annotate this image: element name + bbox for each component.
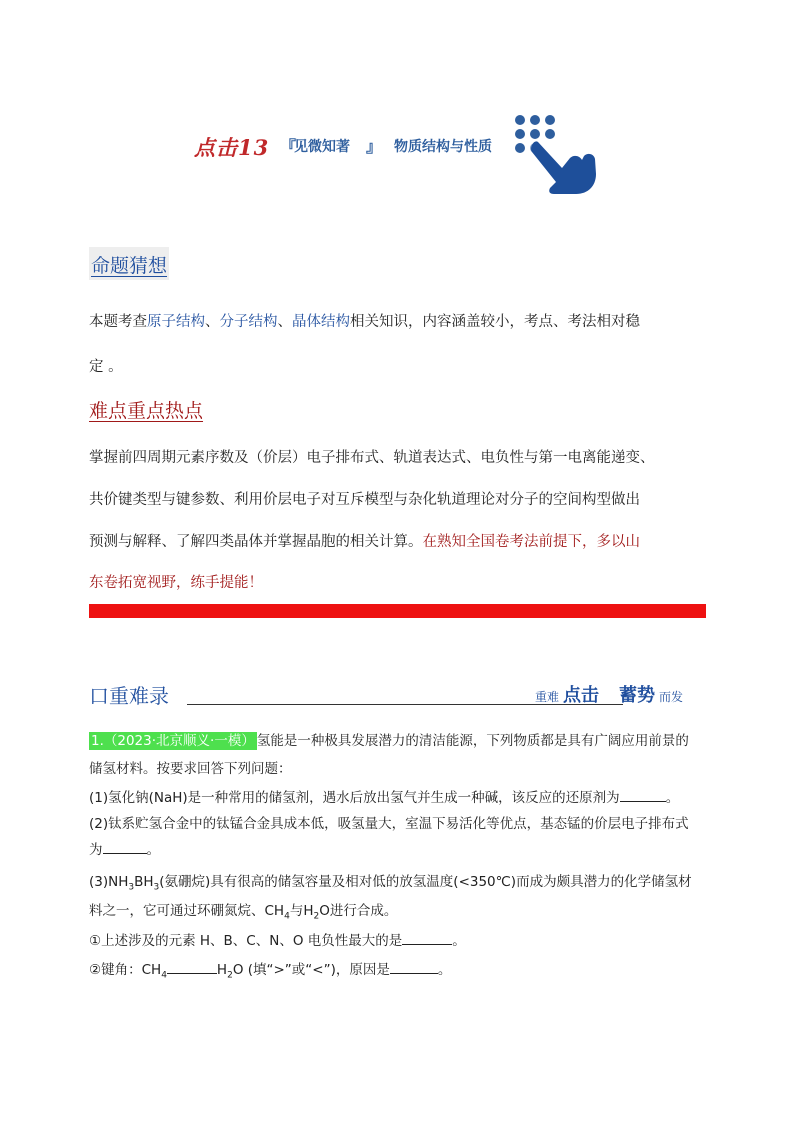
formula-part: NH [108, 874, 129, 890]
question-part-1 [89, 786, 709, 806]
section-heading-records: 口重难录 [89, 684, 169, 708]
answer-blank[interactable] [402, 931, 452, 946]
slogan-part-1: 重难 [535, 690, 560, 704]
text-span: 料之一，它可通过环硼氮烷、 [89, 903, 265, 919]
banner-bracket-close: 』 [366, 137, 383, 156]
section-heading-prediction: 命题猜想 [89, 247, 169, 280]
question-intro-line-1 [89, 729, 709, 749]
question-part-2-line-2 [89, 838, 709, 858]
prediction-paragraph [89, 312, 709, 332]
formula-subscript: 2 [227, 970, 233, 981]
text-span: 。 [665, 790, 680, 806]
text-span: 相关知识，内容涵盖较小，考点、考法相对稳 [350, 314, 640, 330]
question-part-3-line-2 [89, 899, 709, 922]
formula-part: O [319, 903, 330, 919]
banner-subject: 物质结构与性质 [394, 139, 492, 155]
question-part-2-line-1: (2)钛系贮氢合金中的钛锰合金具成本低，吸氢量大，室温下易活化等优点，基态锰的价层电子排布式 [89, 816, 689, 832]
question-part-3-line-1 [89, 870, 709, 893]
answer-blank[interactable] [167, 960, 217, 975]
banner-brand: 点击13 [194, 135, 270, 160]
text-span: 预测与解释、了解四类晶体并掌握晶胞的相关计算。 [89, 534, 423, 550]
text-span: (3) [89, 874, 109, 890]
formula-part: H [303, 903, 314, 919]
text-span: 本题考查 [89, 314, 147, 330]
question-intro-line-2: 储氢材料。按要求回答下列问题： [89, 761, 292, 777]
text-span: 、 [205, 314, 220, 330]
text-span: 为 [89, 842, 103, 858]
pointing-hand-icon [510, 112, 600, 198]
formula-subscript: 3 [128, 882, 135, 893]
text-span: O (填“>”或“<”)，原因是 [232, 962, 390, 978]
slogan-part-2: 点击 [563, 685, 599, 706]
key-points-line-4: 东卷拓宽视野，练手提能！ [89, 575, 263, 591]
formula-part: CH [264, 903, 285, 919]
keyword-crystal-structure: 晶体结构 [292, 314, 350, 330]
slogan-part-4: 而发 [659, 690, 684, 704]
keyword-molecular-structure: 分子结构 [219, 314, 278, 330]
section-divider-bar [89, 604, 706, 618]
text-span: 。 [452, 933, 466, 949]
key-points-line-1: 掌握前四周期元素序数及（价层）电子排布式、轨道表达式、电负性与第一电离能递变、 [89, 450, 655, 466]
text-span: 氢能是一种极具发展潜力的清洁能源，下列物质都是具有广阔应用前景的 [256, 733, 689, 749]
formula-subscript: 2 [313, 911, 320, 922]
formula-subscript: 4 [284, 911, 290, 922]
formula-subscript: 4 [161, 970, 167, 981]
text-span: ①上述涉及的元素 H、B、C、N、O 电负性最大的是 [89, 933, 403, 949]
text-span: 进行合成。 [329, 903, 398, 919]
slogan-part-3: 蓄势 [619, 685, 655, 706]
question-part-3-sub-1 [89, 929, 709, 949]
text-span: 与 [289, 903, 304, 919]
header-banner [194, 112, 604, 202]
formula-part: H [216, 962, 228, 978]
key-points-line-3 [89, 530, 709, 551]
formula-part: ②键角：CH [89, 962, 162, 978]
text-span: 。 [146, 842, 160, 858]
answer-blank[interactable] [103, 840, 147, 855]
answer-blank[interactable] [620, 788, 666, 803]
banner-bracket-open: 『 [280, 137, 297, 156]
section-heading-key-points: 难点重点热点 [89, 400, 204, 422]
keyword-atomic-structure: 原子结构 [147, 314, 205, 330]
text-span: (1)氢化钠(NaH)是一种常用的储氢剂，遇水后放出氢气并生成一种碱，该反应的还原剂为 [89, 790, 620, 806]
question-part-3-sub-2 [89, 958, 709, 981]
text-span: 、 [277, 314, 292, 330]
highlight-text: 在熟知全国卷考法前提下，多以山 [422, 534, 640, 550]
banner-tag: 见微知著 [294, 139, 350, 155]
text-span: 。 [437, 962, 452, 978]
prediction-paragraph-line2: 定 。 [89, 359, 123, 375]
text-span: (氨硼烷)具有很高的储氢容量及相对低的放氢温度(<350℃)而成为颇具潜力的化学储氢材 [159, 874, 692, 890]
formula-subscript: 3 [153, 882, 160, 893]
question-source-tag: 1.（2023·北京顺义·一模） [91, 733, 255, 749]
section-heading-row [89, 680, 729, 714]
formula-part: BH [134, 874, 154, 890]
answer-blank[interactable] [390, 960, 438, 975]
key-points-line-2: 共价键类型与键参数、利用价层电子对互斥模型与杂化轨道理论对分子的空间构型做出 [89, 492, 640, 508]
